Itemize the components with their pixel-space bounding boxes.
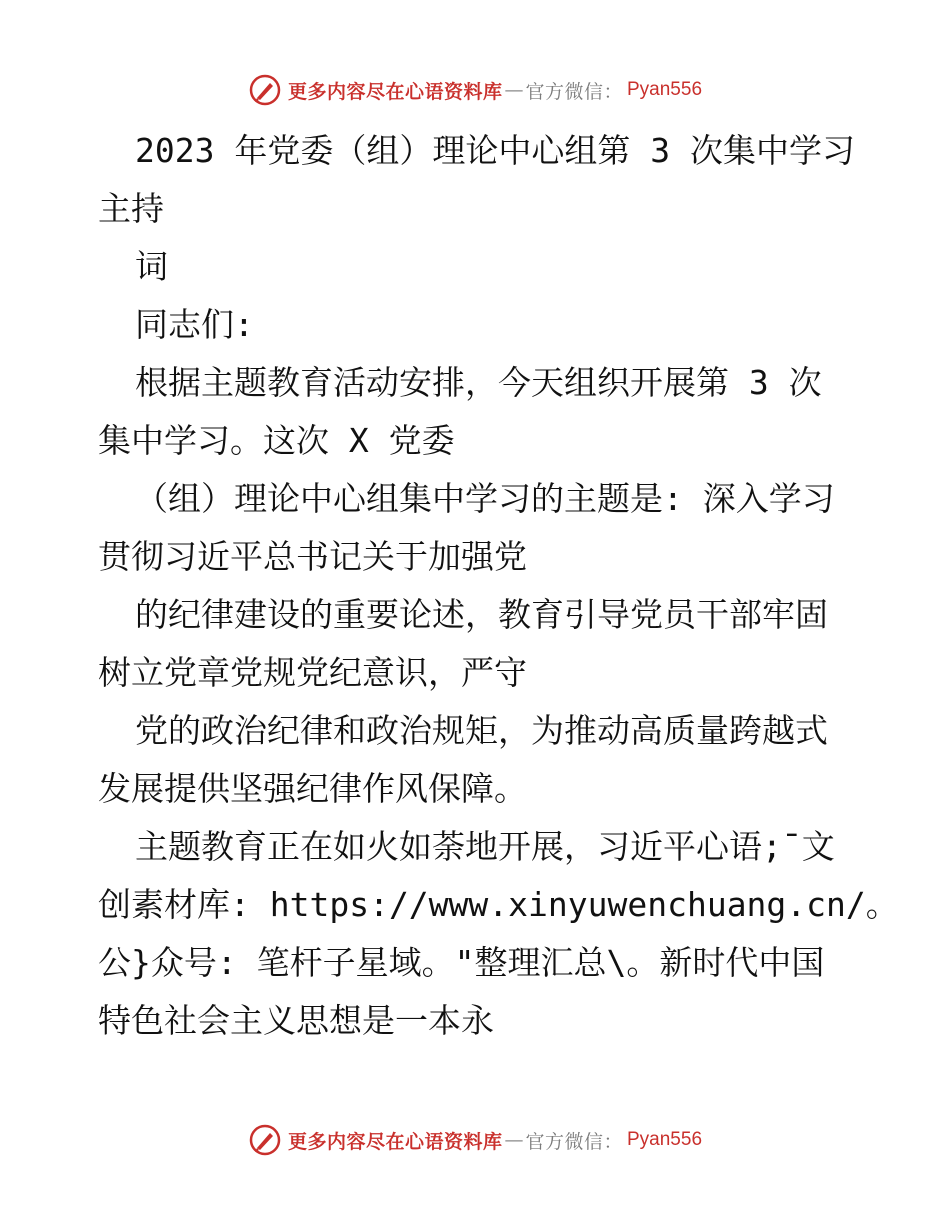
watermark-main-text: 更多内容尽在心语资料库 [287,80,503,103]
document-body [98,122,899,1050]
doc-paragraph-line: 特色社会主义思想是一本永 [98,1001,494,1040]
doc-paragraph-line: 集中学习。这次 X 党委 [98,421,455,460]
doc-paragraph-line: 主题教育正在如火如荼地开展，习近平心语;¯文 [135,827,835,866]
pen-logo-icon [248,73,282,107]
watermark-separator: — [504,1129,524,1151]
doc-paragraph-line: 的纪律建设的重要论述，教育引导党员干部牢固 [135,595,828,634]
watermark-main-text: 更多内容尽在心语资料库 [287,1130,503,1153]
doc-paragraph-line: 根据主题教育活动安排，今天组织开展第 3 次 [135,363,822,402]
footer-watermark [0,1120,950,1160]
pen-logo-icon [248,1123,282,1157]
watermark-separator: — [504,79,524,101]
watermark-wechat-id: Pyan556 [627,79,703,100]
doc-paragraph-line: 贯彻习近平总书记关于加强党 [98,537,527,576]
doc-paragraph-line: 党的政治纪律和政治规矩，为推动高质量跨越式 [135,711,828,750]
doc-paragraph-line: 公}众号: 笔杆子星域。"整理汇总\。新时代中国 [98,943,825,982]
watermark-wechat-label: 官方微信： [525,1130,623,1153]
doc-paragraph-line: （组）理论中心组集中学习的主题是: 深入学习 [135,479,835,518]
doc-title-line: 2023 年党委（组）理论中心组第 3 次集中学习 [135,131,855,170]
watermark-wechat-id: Pyan556 [627,1129,703,1150]
doc-title-line: 主持 [98,189,164,228]
doc-paragraph-line: 创素材库: https://www.xinyuwenchuang.cn/。 [98,885,899,924]
header-watermark [0,70,950,110]
doc-title-line: 词 [135,247,168,286]
doc-paragraph-line: 树立党章党规党纪意识，严守 [98,653,527,692]
doc-salutation: 同志们: [135,305,254,344]
doc-paragraph-line: 发展提供坚强纪律作风保障。 [98,769,527,808]
watermark-wechat-label: 官方微信： [525,80,623,103]
